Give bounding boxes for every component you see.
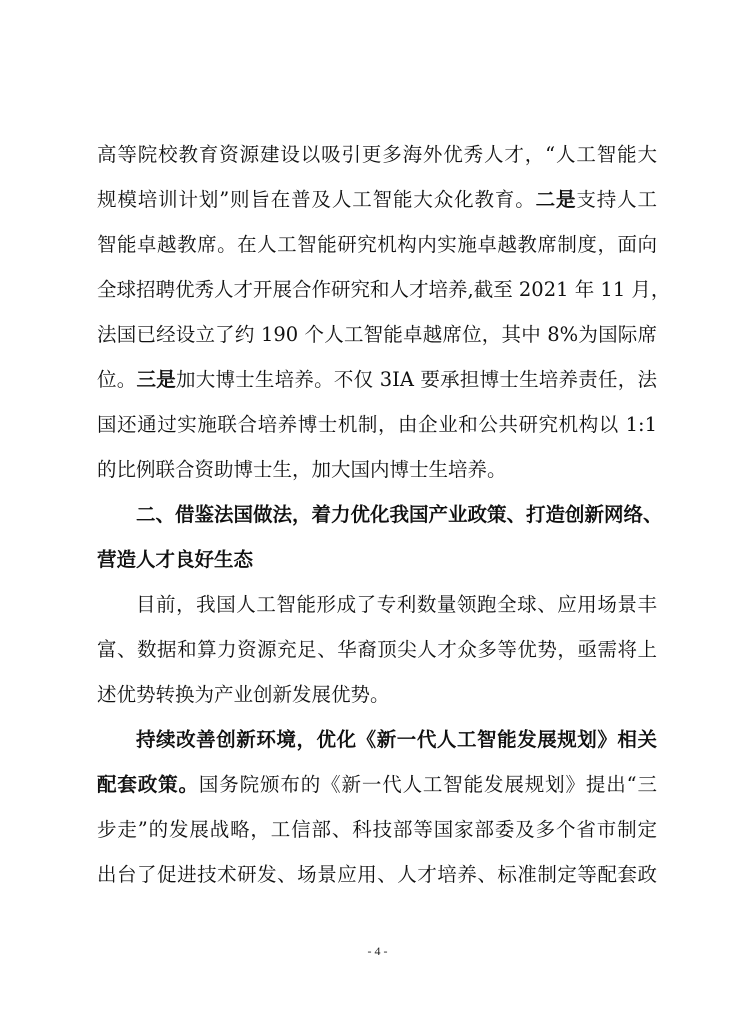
paragraph-line: 国还通过实施联合培养博士机制，由企业和公共研究机构以 1:1	[97, 413, 657, 436]
section-heading: 营造人才良好生态	[97, 548, 254, 571]
emphasis-label: 配套政策。	[97, 773, 199, 796]
emphasis-label: 三是	[136, 368, 176, 391]
paragraph-line: 述优势转换为产业创新发展优势。	[97, 683, 390, 706]
text-run: 支持人工	[576, 188, 657, 211]
text-run: 位。	[97, 368, 137, 391]
text-run: 规模培训计划”则旨在普及人工智能大众化教育。	[97, 188, 536, 211]
paragraph-line	[97, 357, 657, 402]
paragraph-line: 的比例联合资助博士生，加大国内博士生培养。	[97, 458, 507, 481]
paragraph-line: 高等院校教育资源建设以吸引更多海外优秀人才，“人工智能大	[97, 143, 657, 166]
paragraph-lead: 持续改善创新环境，优化《新一代人工智能发展规划》相关	[136, 728, 657, 751]
page-number: - 4 -	[367, 944, 388, 958]
paragraph-line: 全球招聘优秀人才开展合作研究和人才培养,截至 2021 年 11 月，	[97, 278, 671, 301]
paragraph-line	[97, 762, 657, 807]
paragraph-line: 富、数据和算力资源充足、华裔顶尖人才众多等优势，亟需将上	[97, 638, 657, 661]
paragraph-line: 步走”的发展战略，工信部、科技部等国家部委及多个省市制定	[97, 818, 657, 841]
paragraph-line	[97, 177, 657, 222]
paragraph-line: 目前，我国人工智能形成了专利数量领跑全球、应用场景丰	[136, 593, 657, 616]
document-body	[97, 132, 671, 897]
section-heading: 二、借鉴法国做法，着力优化我国产业政策、打造创新网络、	[136, 503, 663, 526]
text-run: 加大博士生培养。不仅 3IA 要承担博士生培养责任，法	[175, 368, 657, 391]
paragraph-line: 法国已经设立了约 190 个人工智能卓越席位，其中 8%为国际席	[97, 323, 657, 346]
emphasis-label: 二是	[535, 188, 577, 211]
paragraph-line: 智能卓越教席。在人工智能研究机构内实施卓越教席制度，面向	[97, 233, 657, 256]
text-run: 国务院颁布的《新一代人工智能发展规划》提出“三	[198, 773, 657, 796]
paragraph-line: 出台了促进技术研发、场景应用、人才培养、标准制定等配套政	[97, 863, 657, 886]
